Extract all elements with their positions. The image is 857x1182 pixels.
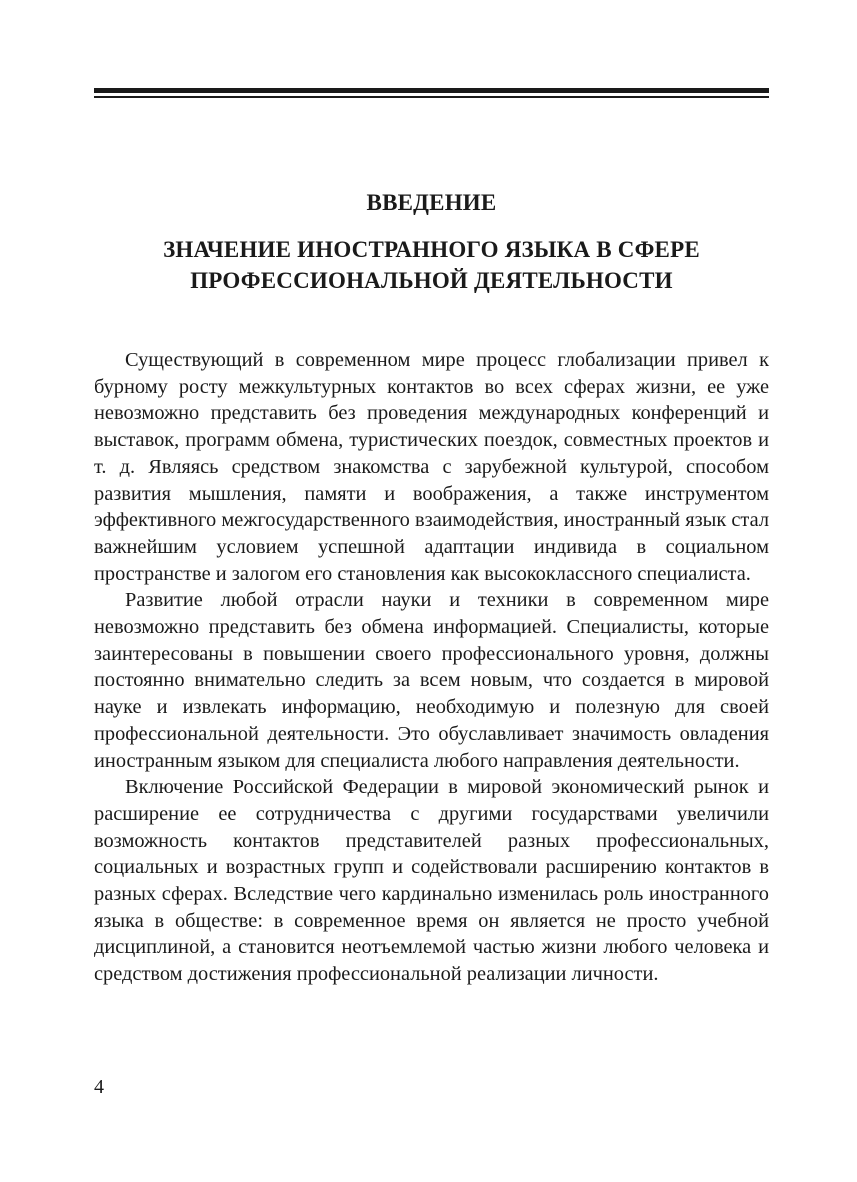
paragraph-2: Развитие любой отрасли науки и техники в современном мире невозможно представить без обмена информацией. Специалисты, которые заинтересованы в повышении своего профессионального уровня, должны постоянно внимательно следить за всем новым, что создается в мировой науке и извлекать информацию, необходимую и полезную для своей профессиональной деятельности. Это обуславливает значимость овладения иностранным языком для специалиста любого направления деятельности. (94, 589, 769, 772)
header-rule-thick (94, 88, 769, 93)
page-number: 4 (94, 1076, 104, 1098)
chapter-title-line-1: ЗНАЧЕНИЕ ИНОСТРАННОГО ЯЗЫКА В СФЕРЕ (163, 237, 700, 262)
header-rule-thin (94, 96, 769, 98)
paragraph-1: Существующий в современном мире процесс глобализации привел к бурному росту межкультурных контактов во всех сферах жизни, ее уже невозможно представить без проведения международных конференций и выставок, программ обмена, туристических поездок, совместных проектов и т. д. Являясь средством знакомства с зарубежной культурой, способом развития мышления, памяти и воображения, а также инструментом эффективного межгосударственного взаимодействия, иностранный язык стал важнейшим условием успешной адаптации индивида в социальном пространстве и залогом его становления как высококлассного специалиста. (94, 349, 769, 585)
chapter-title-line-2: ПРОФЕССИОНАЛЬНОЙ ДЕЯТЕЛЬНОСТИ (190, 268, 673, 293)
chapter-title (94, 234, 769, 296)
section-heading: ВВЕДЕНИЕ (366, 190, 497, 215)
body-text (94, 347, 769, 988)
paragraph-3: Включение Российской Федерации в мировой экономический рынок и расширение ее сотрудничества с другими государствами увеличили возможность контактов представителей разных профессиональных, социальных и возрастных групп и содействовали расширению контактов в разных сферах. Вследствие чего кардинально изменилась роль иностранного языка в обществе: в современное время он является не просто учебной дисциплиной, а становится неотъемлемой частью жизни любого человека и средством достижения профессиональной реализации личности. (94, 776, 769, 986)
